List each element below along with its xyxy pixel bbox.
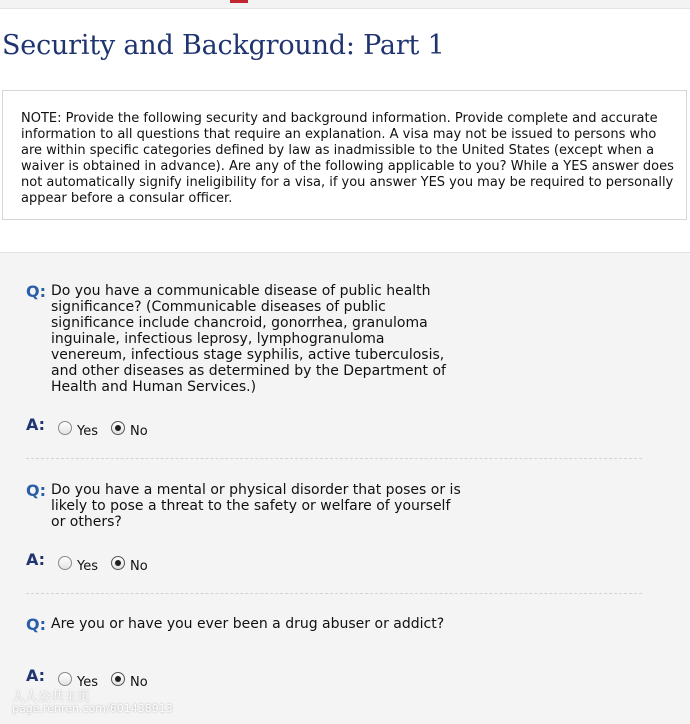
note-text: NOTE: Provide the following security and background information. Provide complete and accurate information to all questions that require an explanation. A visa may not be issued to persons who are within specific categories defined by law as inadmissible to the United States (except when a waiver is obtained in advance). Are any of the following applicable to you? While a YES answer does not automatically signify ineligibility for a visa, if you answer YES you may be required to personally appear before a consular officer.	[21, 111, 674, 206]
question-divider	[26, 458, 642, 459]
question-2-yes-radio[interactable]	[58, 556, 72, 570]
question-2-no-radio[interactable]	[111, 556, 125, 570]
watermark-site: 人人公共主页	[12, 690, 91, 705]
question-1-yes-label[interactable]: Yes	[77, 424, 98, 439]
question-1-no-radio[interactable]	[111, 421, 125, 435]
answer-label: A:	[26, 666, 46, 685]
answer-label: A:	[26, 415, 46, 434]
question-1-yes-radio[interactable]	[58, 421, 72, 435]
question-3-no-radio[interactable]	[111, 672, 125, 686]
question-label: Q:	[26, 615, 46, 634]
answer-label: A:	[26, 550, 46, 569]
question-3-yes-radio[interactable]	[58, 672, 72, 686]
question-divider	[26, 593, 642, 594]
question-3-text: Are you or have you ever been a drug abuser or addict?	[51, 616, 445, 632]
question-2-no-label[interactable]: No	[130, 559, 148, 574]
radio-selected-dot	[115, 425, 121, 431]
question-label: Q:	[26, 282, 46, 301]
question-1-text: Do you have a communicable disease of public health significance? (Communicable diseases of public significance include chancroid, gonorrhea, granuloma inguinale, infectious leprosy, lymphogranuloma venereum, infectious stage syphilis, active tuberculosis, and other diseases as determined by the Department of Health and Human Services.)	[51, 283, 446, 395]
questions-panel	[0, 252, 690, 724]
note-box	[2, 90, 687, 220]
question-2-yes-label[interactable]: Yes	[77, 559, 98, 574]
question-3-yes-label[interactable]: Yes	[77, 675, 98, 690]
header-accent	[230, 0, 248, 3]
question-3-no-label[interactable]: No	[130, 675, 148, 690]
watermark-url: page.renren.com/601438913	[12, 702, 173, 715]
radio-selected-dot	[115, 676, 121, 682]
top-header-strip	[0, 0, 690, 9]
question-1-no-label[interactable]: No	[130, 424, 148, 439]
page-title: Security and Background: Part 1	[2, 30, 445, 61]
question-2-text: Do you have a mental or physical disorder that poses or is likely to pose a threat to the safety or welfare of yourself or others?	[51, 482, 461, 530]
question-label: Q:	[26, 481, 46, 500]
radio-selected-dot	[115, 560, 121, 566]
